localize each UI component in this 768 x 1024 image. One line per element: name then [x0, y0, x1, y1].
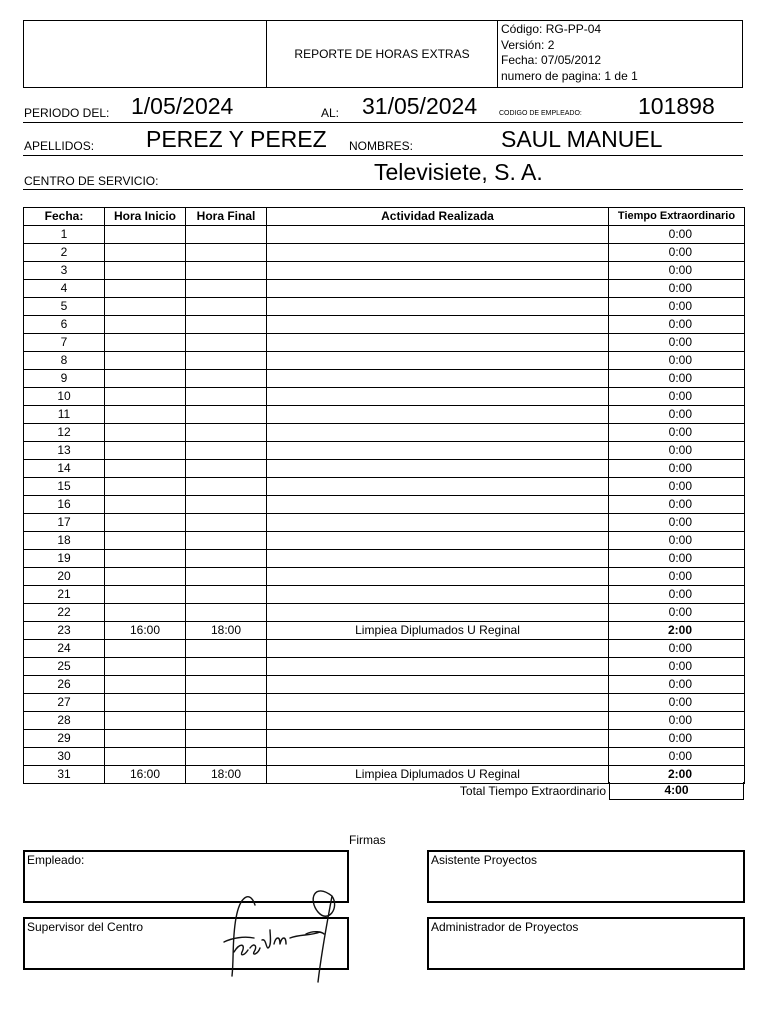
cell-hora-final: 18:00: [186, 622, 267, 640]
cell-actividad: [267, 262, 609, 280]
cell-fecha: 23: [24, 622, 105, 640]
table-row: [24, 226, 745, 244]
table-row: [24, 766, 745, 784]
cell-tiempo: 0:00: [609, 658, 745, 676]
overtime-table: [23, 207, 745, 784]
table-row: [24, 586, 745, 604]
cell-tiempo: 0:00: [609, 496, 745, 514]
cell-hora-inicio: 16:00: [105, 622, 186, 640]
total-label: Total Tiempo Extraordinario: [459, 784, 606, 798]
cell-tiempo: 0:00: [609, 244, 745, 262]
cell-actividad: [267, 586, 609, 604]
total-value: 4:00: [609, 782, 744, 800]
cell-fecha: 5: [24, 298, 105, 316]
cell-tiempo: 0:00: [609, 388, 745, 406]
col-header-fecha: Fecha:: [24, 208, 105, 226]
col-header-tiempo: Tiempo Extraordinario: [609, 208, 745, 226]
cell-actividad: [267, 640, 609, 658]
cell-actividad: [267, 712, 609, 730]
cell-actividad: Limpiea Diplumados U Reginal: [267, 622, 609, 640]
cell-hora-final: [186, 460, 267, 478]
cell-actividad: [267, 370, 609, 388]
doc-version: Versión: 2: [501, 37, 555, 52]
apellidos-label: APELLIDOS:: [24, 139, 95, 153]
cell-hora-inicio: [105, 352, 186, 370]
header-divider: [497, 21, 498, 87]
cell-hora-final: [186, 226, 267, 244]
al-label: AL:: [321, 106, 340, 120]
cell-hora-final: [186, 676, 267, 694]
cell-hora-inicio: [105, 676, 186, 694]
cell-actividad: [267, 532, 609, 550]
cell-hora-inicio: [105, 514, 186, 532]
cell-fecha: 4: [24, 280, 105, 298]
cell-actividad: [267, 226, 609, 244]
cell-fecha: 20: [24, 568, 105, 586]
cell-tiempo: 0:00: [609, 442, 745, 460]
cell-actividad: [267, 334, 609, 352]
cell-fecha: 15: [24, 478, 105, 496]
cell-fecha: 30: [24, 748, 105, 766]
cell-actividad: [267, 658, 609, 676]
cell-fecha: 12: [24, 424, 105, 442]
cell-hora-inicio: [105, 730, 186, 748]
cell-hora-inicio: [105, 586, 186, 604]
table-row: [24, 676, 745, 694]
table-row: [24, 604, 745, 622]
cell-hora-inicio: [105, 226, 186, 244]
cell-actividad: [267, 676, 609, 694]
cell-hora-final: [186, 370, 267, 388]
cell-fecha: 1: [24, 226, 105, 244]
doc-code: Código: RG-PP-04: [501, 22, 602, 36]
cell-hora-final: [186, 478, 267, 496]
cell-fecha: 31: [24, 766, 105, 784]
centro-value: Televisiete, S. A.: [374, 159, 543, 185]
cell-hora-inicio: [105, 712, 186, 730]
cell-fecha: 26: [24, 676, 105, 694]
cell-hora-inicio: [105, 298, 186, 316]
cell-hora-inicio: [105, 550, 186, 568]
cell-tiempo: 0:00: [609, 316, 745, 334]
cell-hora-inicio: [105, 478, 186, 496]
cell-hora-inicio: [105, 406, 186, 424]
cell-tiempo: 0:00: [609, 460, 745, 478]
signature-label: Administrador de Proyectos: [431, 920, 579, 934]
cell-hora-final: [186, 658, 267, 676]
cell-fecha: 3: [24, 262, 105, 280]
centro-label: CENTRO DE SERVICIO:: [24, 174, 159, 188]
table-row: [24, 388, 745, 406]
cell-hora-final: [186, 388, 267, 406]
table-row: [24, 478, 745, 496]
cell-fecha: 16: [24, 496, 105, 514]
cell-actividad: [267, 550, 609, 568]
table-row: [24, 640, 745, 658]
cell-hora-inicio: [105, 496, 186, 514]
table-row: [24, 442, 745, 460]
signature-label: Supervisor del Centro: [27, 920, 144, 934]
cell-fecha: 22: [24, 604, 105, 622]
cell-hora-inicio: [105, 442, 186, 460]
cell-tiempo: 0:00: [609, 712, 745, 730]
table-row: [24, 532, 745, 550]
col-header-actividad: Actividad Realizada: [267, 208, 609, 226]
cell-hora-final: [186, 424, 267, 442]
cell-actividad: [267, 460, 609, 478]
periodo-label: PERIODO DEL:: [24, 106, 110, 120]
cell-hora-final: [186, 316, 267, 334]
cell-fecha: 24: [24, 640, 105, 658]
cell-fecha: 7: [24, 334, 105, 352]
cell-tiempo: 0:00: [609, 640, 745, 658]
info-rule: [23, 155, 743, 156]
cell-hora-final: [186, 262, 267, 280]
cell-tiempo: 0:00: [609, 406, 745, 424]
cell-fecha: 13: [24, 442, 105, 460]
info-rule: [23, 122, 743, 123]
table-row: [24, 244, 745, 262]
cell-tiempo: 0:00: [609, 604, 745, 622]
cell-actividad: [267, 244, 609, 262]
cell-tiempo: 0:00: [609, 532, 745, 550]
cell-hora-inicio: [105, 658, 186, 676]
cell-actividad: [267, 694, 609, 712]
table-row: [24, 406, 745, 424]
cell-hora-final: [186, 244, 267, 262]
table-row: [24, 262, 745, 280]
cell-hora-inicio: [105, 460, 186, 478]
cell-fecha: 25: [24, 658, 105, 676]
cell-tiempo: 2:00: [609, 622, 745, 640]
cell-hora-final: [186, 640, 267, 658]
table-row: [24, 370, 745, 388]
cell-fecha: 9: [24, 370, 105, 388]
cell-hora-final: [186, 406, 267, 424]
cell-hora-inicio: [105, 424, 186, 442]
table-row: [24, 316, 745, 334]
table-row: [24, 460, 745, 478]
cell-hora-final: [186, 568, 267, 586]
periodo-al-value: 31/05/2024: [362, 93, 478, 119]
cell-hora-inicio: [105, 640, 186, 658]
table-row: [24, 334, 745, 352]
cell-tiempo: 0:00: [609, 370, 745, 388]
table-row: [24, 712, 745, 730]
cell-hora-inicio: [105, 316, 186, 334]
cell-fecha: 28: [24, 712, 105, 730]
cell-hora-inicio: 16:00: [105, 766, 186, 784]
cell-actividad: [267, 406, 609, 424]
table-body: [24, 226, 745, 784]
signature-box-asistente: [427, 850, 745, 903]
cell-tiempo: 0:00: [609, 478, 745, 496]
cell-actividad: [267, 298, 609, 316]
nombres-value: SAUL MANUEL: [501, 126, 663, 152]
table-row: [24, 550, 745, 568]
document-header: [23, 20, 743, 88]
cell-actividad: Limpiea Diplumados U Reginal: [267, 766, 609, 784]
cell-fecha: 11: [24, 406, 105, 424]
codigo-empleado-label: CODIGO DE EMPLEADO:: [499, 110, 582, 117]
firmas-title: Firmas: [349, 833, 386, 847]
cell-hora-inicio: [105, 694, 186, 712]
cell-actividad: [267, 748, 609, 766]
cell-hora-final: [186, 748, 267, 766]
cell-actividad: [267, 316, 609, 334]
apellidos-value: PEREZ Y PEREZ: [146, 126, 327, 152]
cell-actividad: [267, 388, 609, 406]
cell-actividad: [267, 730, 609, 748]
cell-tiempo: 0:00: [609, 298, 745, 316]
cell-tiempo: 0:00: [609, 352, 745, 370]
cell-actividad: [267, 424, 609, 442]
document-meta: [501, 22, 638, 84]
table-row: [24, 352, 745, 370]
cell-tiempo: 0:00: [609, 586, 745, 604]
table-row: [24, 730, 745, 748]
cell-tiempo: 0:00: [609, 730, 745, 748]
cell-hora-final: [186, 694, 267, 712]
cell-hora-final: [186, 712, 267, 730]
table-row: [24, 424, 745, 442]
cell-hora-final: [186, 604, 267, 622]
doc-page-number: numero de pagina: 1 de 1: [501, 68, 638, 83]
cell-hora-inicio: [105, 280, 186, 298]
nombres-label: NOMBRES:: [349, 139, 414, 153]
cell-hora-inicio: [105, 568, 186, 586]
cell-fecha: 17: [24, 514, 105, 532]
handwritten-signature: [210, 878, 350, 984]
table-row: [24, 568, 745, 586]
cell-hora-inicio: [105, 334, 186, 352]
cell-actividad: [267, 496, 609, 514]
cell-tiempo: 0:00: [609, 694, 745, 712]
table-row: [24, 694, 745, 712]
cell-tiempo: 0:00: [609, 550, 745, 568]
cell-hora-inicio: [105, 244, 186, 262]
table-row: [24, 514, 745, 532]
cell-fecha: 14: [24, 460, 105, 478]
col-header-hora-inicio: Hora Inicio: [105, 208, 186, 226]
signature-label: Empleado:: [27, 853, 85, 867]
table-row: [24, 658, 745, 676]
cell-tiempo: 0:00: [609, 280, 745, 298]
cell-fecha: 10: [24, 388, 105, 406]
cell-hora-final: [186, 496, 267, 514]
cell-actividad: [267, 514, 609, 532]
cell-fecha: 6: [24, 316, 105, 334]
table-row: [24, 298, 745, 316]
cell-actividad: [267, 604, 609, 622]
info-rule: [23, 189, 743, 190]
cell-tiempo: 0:00: [609, 748, 745, 766]
cell-hora-final: [186, 442, 267, 460]
cell-hora-final: [186, 586, 267, 604]
cell-hora-final: [186, 352, 267, 370]
table-header-row: [24, 208, 745, 226]
cell-hora-inicio: [105, 262, 186, 280]
cell-hora-final: [186, 298, 267, 316]
cell-hora-inicio: [105, 388, 186, 406]
col-header-hora-final: Hora Final: [186, 208, 267, 226]
codigo-empleado-value: 101898: [638, 93, 715, 119]
cell-tiempo: 2:00: [609, 766, 745, 784]
table-row: [24, 622, 745, 640]
cell-fecha: 21: [24, 586, 105, 604]
report-title: REPORTE DE HORAS EXTRAS: [294, 47, 470, 61]
cell-hora-inicio: [105, 748, 186, 766]
table-row: [24, 748, 745, 766]
cell-actividad: [267, 568, 609, 586]
cell-fecha: 29: [24, 730, 105, 748]
cell-fecha: 18: [24, 532, 105, 550]
cell-actividad: [267, 352, 609, 370]
cell-hora-final: [186, 730, 267, 748]
cell-hora-final: [186, 532, 267, 550]
cell-hora-final: [186, 280, 267, 298]
cell-tiempo: 0:00: [609, 568, 745, 586]
cell-fecha: 27: [24, 694, 105, 712]
cell-tiempo: 0:00: [609, 514, 745, 532]
cell-hora-inicio: [105, 532, 186, 550]
cell-fecha: 19: [24, 550, 105, 568]
cell-fecha: 8: [24, 352, 105, 370]
cell-actividad: [267, 280, 609, 298]
cell-fecha: 2: [24, 244, 105, 262]
cell-tiempo: 0:00: [609, 334, 745, 352]
doc-date: Fecha: 07/05/2012: [501, 53, 602, 67]
cell-tiempo: 0:00: [609, 262, 745, 280]
cell-tiempo: 0:00: [609, 676, 745, 694]
cell-tiempo: 0:00: [609, 226, 745, 244]
signature-label: Asistente Proyectos: [431, 853, 538, 867]
table-row: [24, 496, 745, 514]
cell-tiempo: 0:00: [609, 424, 745, 442]
cell-hora-final: [186, 514, 267, 532]
cell-actividad: [267, 442, 609, 460]
cell-hora-inicio: [105, 604, 186, 622]
cell-hora-final: 18:00: [186, 766, 267, 784]
cell-hora-final: [186, 334, 267, 352]
cell-actividad: [267, 478, 609, 496]
periodo-del-value: 1/05/2024: [131, 93, 234, 119]
cell-hora-inicio: [105, 370, 186, 388]
signature-box-administrador: [427, 917, 745, 970]
cell-hora-final: [186, 550, 267, 568]
table-row: [24, 280, 745, 298]
